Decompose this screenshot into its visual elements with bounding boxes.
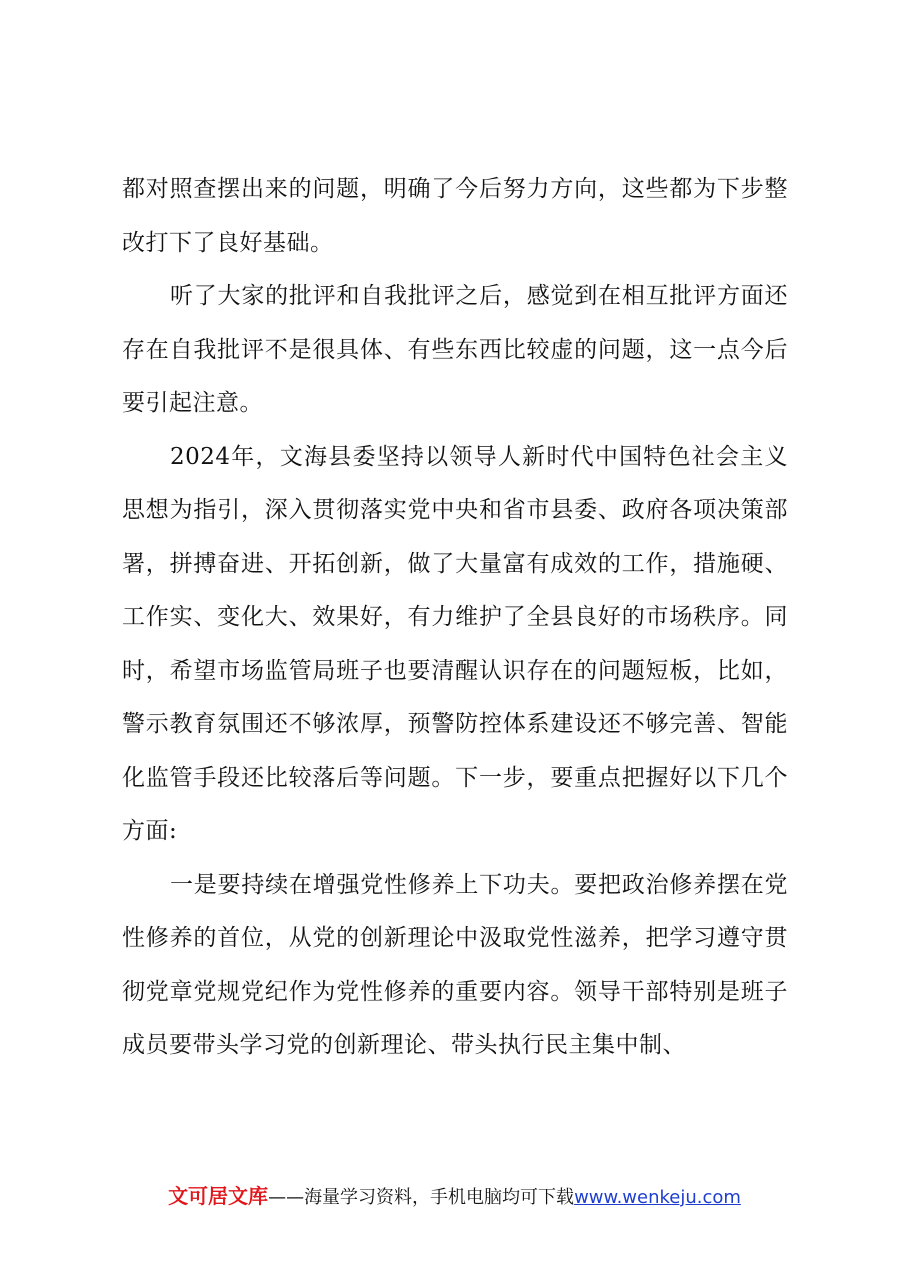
footer-slogan: ——海量学习资料，手机电脑均可下载: [268, 1187, 575, 1208]
paragraph-3: 2024年，文海县委坚持以领导人新时代中国特色社会主义思想为指引，深入贯彻落实党中央和省市县委、政府各项决策部署，拼搏奋进、开拓创新，做了大量富有成效的工作，措施硬、工作实、变化大、效果好，有力维护了全县良好的市场秩序。同时，希望市场监管局班子也要清醒认识存在的问题短板，比如，警示教育氛围还不够浓厚，预警防控体系建设还不够完善、智能化监管手段还比较落后等问题。下一步，要重点把握好以下几个方面:: [122, 443, 788, 844]
footer-brand: 文可居文库: [168, 1184, 269, 1208]
paragraph-4: 一是要持续在增强党性修养上下功夫。要把政治修养摆在党性修养的首位，从党的创新理论中汲取党性滋养，把学习遵守贯彻党章党规党纪作为党性修养的重要内容。领导干部特别是班子成员要带头学习党的创新理论、带头执行民主集中制、: [122, 871, 788, 1058]
footer-link[interactable]: www.wenkeju.com: [574, 1187, 741, 1208]
paragraph-1: 都对照查摆出来的问题，明确了今后努力方向，这些都为下步整改打下了良好基础。: [122, 176, 788, 256]
footer-banner: [0, 1180, 909, 1209]
paragraph-2: 听了大家的批评和自我批评之后，感觉到在相互批评方面还存在自我批评不是很具体、有些东西比较虚的问题，这一点今后要引起注意。: [122, 283, 788, 416]
document-body: [122, 163, 788, 1073]
